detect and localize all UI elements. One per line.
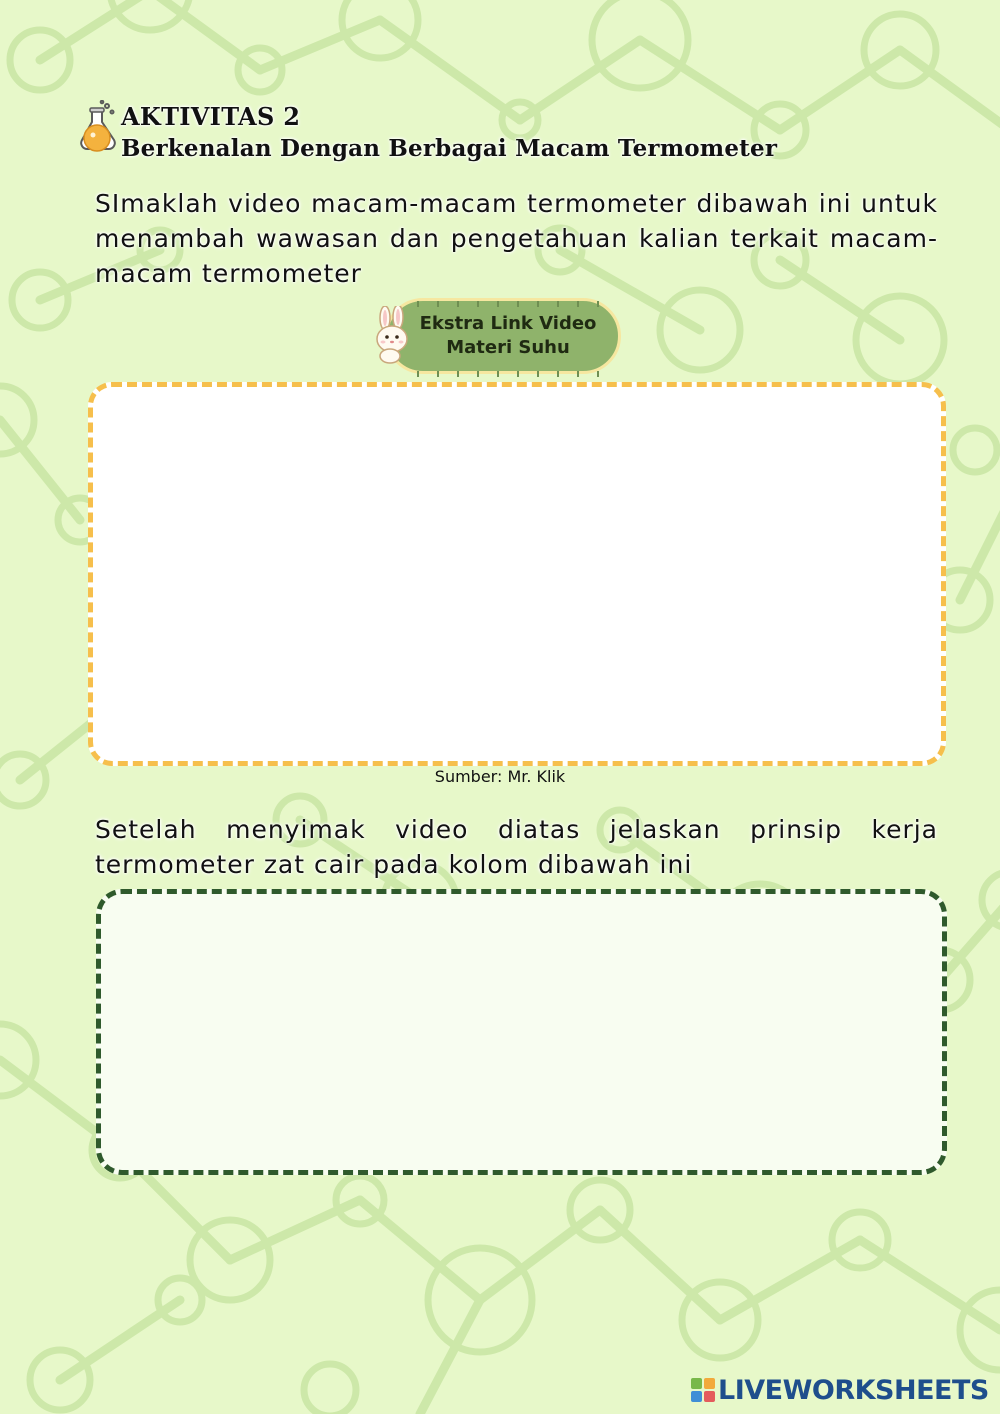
- video-source-caption: Sumber: Mr. Klik: [434, 767, 566, 786]
- question-prompt: Setelah menyimak video diatas jelaskan prinsip kerja termometer zat cair pada kolom dibawah ini: [95, 815, 938, 879]
- activity-title: AKTIVITAS 2: [121, 102, 301, 131]
- intro-instructions: SImaklah video macam-macam termometer dibawah ini untuk menambah wawasan dan pengetahuan kalian terkait macam-macam termometer: [95, 189, 938, 288]
- brand-name: LIVEWORKSHEETS: [718, 1374, 989, 1406]
- flask-icon: [78, 100, 118, 154]
- liveworksheets-logo-icon: [690, 1377, 716, 1403]
- video-button-label[interactable]: [420, 312, 597, 360]
- activity-heading: [121, 102, 777, 166]
- rabbit-mascot-icon: [370, 306, 414, 364]
- liveworksheets-brand[interactable]: [690, 1374, 989, 1406]
- extra-video-link-button[interactable]: [385, 298, 621, 374]
- answer-text-field[interactable]: [96, 889, 947, 1175]
- video-button-line2: Materi Suhu: [446, 337, 570, 358]
- activity-subtitle: Berkenalan Dengan Berbagai Macam Termometer: [121, 135, 778, 162]
- video-embed-frame[interactable]: [88, 382, 946, 766]
- video-button-line1: Ekstra Link Video: [419, 313, 597, 334]
